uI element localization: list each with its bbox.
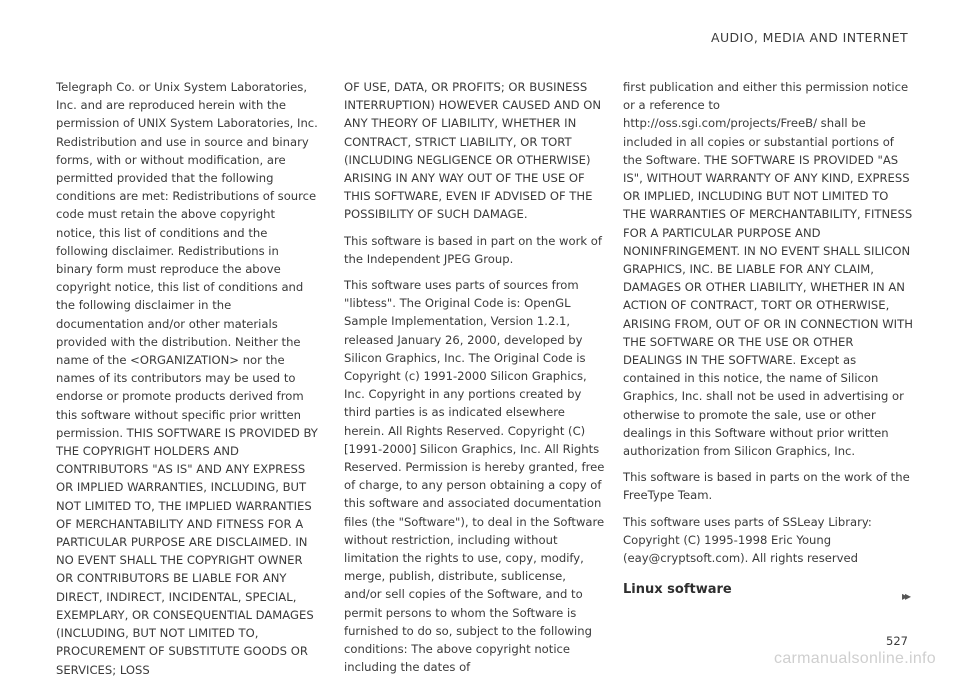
paragraph: This software is based in part on the work of the Independent JPEG Group.: [344, 233, 602, 266]
section-heading: Linux software: [623, 582, 732, 598]
paragraph: This software is based in parts on the work of the FreeType Team.: [623, 470, 910, 503]
watermark: carmanualsonline.info: [774, 650, 936, 667]
paragraph: This software uses parts of SSLeay Library: Copyright (C) 1995-1998 Eric Young (eay@cryptsoft.com). All rights reserved: [623, 514, 872, 566]
paragraph: This software uses parts of sources from "libtess". The Original Code is: OpenGL Sample Implementation, Version 1.2.1, released January 26, 2000, developed by Silicon Graphics, Inc. The Original Code is Copyright (c) 1991-2000 Silicon Graphics, Inc. Copyright in any portions created by third parties is as indicated elsewhere herein. All Rights Reserved. Copyright (C) [1991-2000] Silicon Graphics, Inc. All Rights Reserved. Permission is hereby granted, free of charge, to any person obtaining a copy of this software and associated documentation files (the "Software"), to deal in the Software without restriction, including without limitation the rights to use, copy, modify, merge, publish, distribute, sublicense, and/or sell copies of the Software, and to permit persons to whom the Software is furnished to do so, subject to the following conditions: The above copyright notice including the dates of: [344, 278, 605, 675]
text-column-3: [623, 78, 913, 599]
paragraph: Telegraph Co. or Unix System Laboratories, Inc. and are reproduced herein with the permission of UNIX System Laboratories, Inc. Redistribution and use in source and binary forms, with or without modification, are permitted provided that the following conditions are met: Redistributions of source code must retain the above copyright notice, this list of conditions and the following disclaimer. Redistributions in binary form must reproduce the above copyright notice, this list of conditions and the following disclaimer in the documentation and/or other materials provided with the distribution. Neither the name of the <ORGANIZATION> nor the names of its contributors may be used to endorse or promote products derived from this software without specific prior written permission. THIS SOFTWARE IS PROVIDED BY THE COPYRIGHT HOLDERS AND CONTRIBUTORS "AS IS" AND ANY EXPRESS OR IMPLIED WARRANTIES, INCLUDING, BUT NOT LIMITED TO, THE IMPLIED WARRANTIES OF MERCHANTABILITY AND FITNESS FOR A PARTICULAR PURPOSE ARE DISCLAIMED. IN NO EVENT SHALL THE COPYRIGHT OWNER OR CONTRIBUTORS BE LIABLE FOR ANY DIRECT, INDIRECT, INCIDENTAL, SPECIAL, EXEMPLARY, OR CONSEQUENTIAL DAMAGES (INCLUDING, BUT NOT LIMITED TO, PROCUREMENT OF SUBSTITUTE GOODS OR SERVICES; LOSS: [56, 80, 318, 677]
page-number: 527: [886, 634, 908, 648]
paragraph: OF USE, DATA, OR PROFITS; OR BUSINESS INTERRUPTION) HOWEVER CAUSED AND ON ANY THEORY OF LIABILITY, WHETHER IN CONTRACT, STRICT LIABILITY, OR TORT (INCLUDING NEGLIGENCE OR OTHERWISE) ARISING IN ANY WAY OUT OF THE USE OF THIS SOFTWARE, EVEN IF ADVISED OF THE POSSIBILITY OF SUCH DAMAGE.: [344, 80, 602, 222]
double-chevron-right-icon: ▸▸: [901, 589, 908, 603]
paragraph: first publication and either this permission notice or a reference to http://oss.sgi.com/projects/FreeB/ shall be included in all copies or substantial portions of the Software. THE SOFTWARE IS PROVIDED "AS IS", WITHOUT WARRANTY OF ANY KIND, EXPRESS OR IMPLIED, INCLUDING BUT NOT LIMITED TO THE WARRANTIES OF MERCHANTABILITY, FITNESS FOR A PARTICULAR PURPOSE AND NONINFRINGEMENT. IN NO EVENT SHALL SILICON GRAPHICS, INC. BE LIABLE FOR ANY CLAIM, DAMAGES OR OTHER LIABILITY, WHETHER IN AN ACTION OF CONTRACT, TORT OR OTHERWISE, ARISING FROM, OUT OF OR IN CONNECTION WITH THE SOFTWARE OR THE USE OR OTHER DEALINGS IN THE SOFTWARE. Except as contained in this notice, the name of Silicon Graphics, Inc. shall not be used in advertising or otherwise to promote the sale, use or other dealings in this Software without prior written authorization from Silicon Graphics, Inc.: [623, 80, 913, 459]
text-column-2: [344, 78, 606, 685]
text-column-1: [56, 78, 318, 687]
section-header: AUDIO, MEDIA AND INTERNET: [711, 30, 908, 45]
